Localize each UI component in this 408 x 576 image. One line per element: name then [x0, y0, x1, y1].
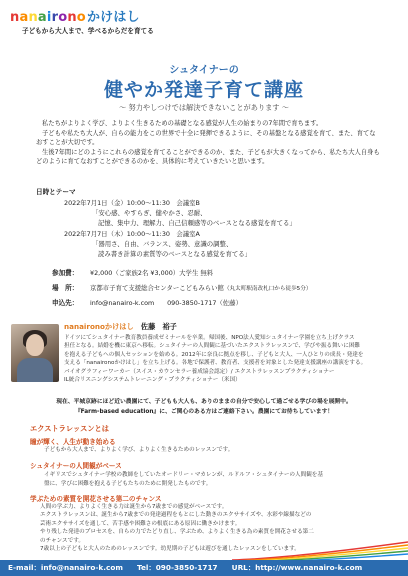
- session-theme: 読み書き計算の素質等のベースとなる感覚を育てる」: [98, 250, 252, 258]
- venue-name: [90, 283, 311, 292]
- profile-line: バイオグラフィーワーカー（スイス・カウンセラー養成協会認定）/ エクストラレッスンプラクティショナー: [64, 368, 335, 375]
- extra-text: エクストラレッスンは、誕生から7歳までの発達過程をもとにした動きのエクササイズや、水彩や線描などの: [40, 512, 312, 519]
- profile-org: nanaironoかけはし: [64, 322, 134, 331]
- profile-line: 支える「nanaironoかけはし」を立ち上げる。各地で保護者、教育者、支援者を対象とした発達支援講座の講演をする。: [64, 360, 367, 367]
- notice-line: 現在、平城京跡にほど近い農園にて、子どもも大人も、ありのままの自分で安心して過ごせる学びの場を展開中。: [56, 399, 352, 405]
- schedule-heading: 日時とテーマ: [36, 188, 76, 196]
- extra-text: 7歳以上の子どもと大人のためのレッスンです。幼児期の子どもは遊びを通したレッスンをしています。: [40, 546, 300, 553]
- extra-text: 子どもから大人まで、よりよく学び、よりよく生きるためのレッスンです。: [44, 447, 234, 453]
- extra-text: 人間の学ぶ力、よりよく生きる力は誕生から7歳までの感覚がベースです。: [40, 504, 228, 510]
- intro-text: [36, 119, 380, 167]
- profile-bio: [64, 334, 366, 384]
- motto: 〜 努力やしつけでは解決できないことがあります 〜: [119, 103, 289, 112]
- profile-line: を抱える子どもへの個人セッションを始める。2012年に奈良に拠点を移し、子どもと大人、一人ひとりの成長・発達を: [64, 351, 364, 358]
- logo-suffix: かけはし: [86, 10, 140, 25]
- venue-name-text: 京都市子育て支援総合センターこどもみらい館: [90, 284, 224, 292]
- notice-line: 『Farm-based education』に、ご関心のある方はご連絡下さい。農園にてお待ちしています！: [74, 409, 334, 415]
- fee-label: 参加費：: [52, 269, 79, 277]
- logo-letter: n: [67, 10, 77, 25]
- logo-letter: n: [28, 10, 38, 25]
- extra-section-title: 瞳が輝く、人生が動き始める: [30, 438, 116, 446]
- extra-section-title: シュタイナーの人間観がベース: [30, 462, 122, 470]
- extra-section-title: 学ぶための素質を開花させる第二のチャンス: [30, 495, 162, 503]
- session-theme: 「安心感、やすらぎ、健やかさ、忍耐、: [92, 209, 207, 217]
- session-date: 2022年7月1日（金）10:00〜11:30 会議室B: [64, 199, 200, 207]
- logo-letter: o: [58, 10, 68, 25]
- logo: [10, 6, 140, 25]
- fee-value: ¥2,000（ご家族2名 ¥3,000）大学生 無料: [90, 269, 214, 277]
- logo-letter: o: [76, 10, 86, 25]
- footer-tel[interactable]: Tel：090-3850-1717: [136, 563, 218, 572]
- rainbow-wave-decoration: [232, 540, 408, 562]
- page-subtitle: シュタイナーの: [169, 65, 239, 76]
- venue-label: 場 所：: [52, 284, 79, 292]
- intro-paragraph: 私たちがよりよく学び、よりよく生きるための基礎となる感覚が人生の始まりの7年間で育ちます。: [42, 120, 323, 127]
- logo-letter: a: [19, 10, 29, 25]
- profile-photo: [11, 324, 59, 382]
- profile-line: IL統合リスニングシステムトレーニング・プラクティショナー（米国）: [64, 377, 241, 384]
- apply-label: 申込先：: [52, 299, 79, 307]
- tagline: 子どもから大人まで、学べるからだを育てる: [22, 27, 154, 35]
- intro-paragraph: 生後7年間にどのようにこれらの感覚を育てることができるのか、また、子どもが大きくなってから、私たち大人自身もどのように育てなおすことができるのかを、具体的に考えていきたいと思います。: [36, 148, 380, 166]
- page-title: 健やか発達子育て講座: [103, 79, 304, 101]
- apply-contact: info@nanairo-k.com 090-3850-1717（佐藤）: [90, 299, 242, 307]
- logo-letter: i: [46, 10, 52, 25]
- venue-access: （丸太町駅南改札口から徒歩5分）: [223, 286, 312, 292]
- session-theme: 記憶、集中力、理解力、自己信頼感等のベースとなる感覚を育てる」: [98, 219, 296, 227]
- extra-text: のチャンスです。: [40, 537, 84, 544]
- logo-letter: r: [51, 10, 59, 25]
- session-theme: 「器用さ、自由、バランス、姿勢、意識の調整、: [92, 240, 233, 248]
- extra-text: 芸術エクササイズを通して、苦手感や困難さの根底にある原因に働きかけます。: [40, 520, 241, 527]
- intro-paragraph: 子どもや私たち大人が、自らの能力をこの世界で十全に発揮できるように、その基盤となる感覚を育て、また、育てなおすことが大切です。: [36, 129, 376, 147]
- profile-name: 佐藤 裕子: [140, 322, 177, 331]
- footer-email[interactable]: E-mail：info@nanairo-k.com: [8, 563, 123, 572]
- extra-text: やり残した発達のプロセスを、自らの力でたどり直し、学ぶため、よりよく生きる為の素質を開花させる第二: [40, 529, 314, 536]
- footer-bar: [0, 560, 408, 576]
- logo-letter: a: [37, 10, 47, 25]
- extra-text: イギリスでシュタイナー学校の教師をしていたオードリー・マカレンが、ルドルフ・シュタイナーの人間観を基: [44, 472, 323, 478]
- profile-line: ドイツにてシュタイナー教育教員養成ゼミナールを卒業。帰国後、NPO法人愛知シュタイナー学園を立ち上げクラス: [64, 335, 355, 341]
- session-date: 2022年7月7日（木）10:00〜11:30 会議室A: [64, 230, 200, 238]
- footer-url[interactable]: URL：http://www.nanairo-k.com: [231, 563, 363, 572]
- profile-heading: [64, 322, 177, 332]
- extra-text: 盤に、学びに困難を抱える子どもたちのために開発したものです。: [44, 481, 212, 487]
- extra-heading: エクストラレッスンとは: [30, 424, 109, 433]
- profile-line: 担任となる。結婚を機に東京へ移転。シュタイナーの人間観に基づいたエクストラレッスンで、学びや振る舞いに困難: [64, 343, 361, 350]
- logo-letter: n: [10, 10, 20, 25]
